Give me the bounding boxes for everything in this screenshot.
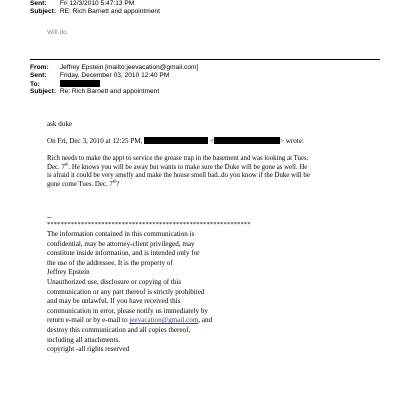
sender-email-redaction [214,137,280,144]
disclaimer-line: the use of the addressee. It is the property of [47,258,173,267]
email-link[interactable]: jeevacation@gmail.com [129,316,199,325]
from-value: Jeffrey Epstein [mailto:jeevacation@gmail.com] [59,64,199,71]
reply-sent-value: Fri 12/3/2010 5:47:13 PM [59,0,135,7]
disclaimer-line: Unauthorized use, disclosure or copying of this [47,277,182,286]
disclaimer-line: including all attachments. [47,335,121,344]
disclaimer-line: Jeffrey Epstein [47,268,90,277]
reply-subject-label: Subject: [30,8,57,15]
reply-sent-row [30,0,134,8]
disclaimer-line: The information contained in this communication is [47,230,195,238]
reply-subject-row [30,8,160,16]
signature-dashes: -- [47,213,52,221]
quote-intro-prefix: On Fri, Dec 3, 2010 at 12:25 PM, [47,137,143,145]
disclaimer-line: and may be unlawful. If you have received this [47,297,181,306]
reply-subject-value: RE: Rich Barnett and appointment [59,8,160,15]
quoted-sup-th-2: th [112,178,117,184]
quoted-line-2b: . He knows you will be away but wants to make sure the Duke will be gone as well. He [68,163,308,171]
quoted-line-4b: ? [116,180,120,188]
disclaimer-line: destroy this communication and all copies thereof, [47,325,191,334]
disclaimer-line: confidential, may be attorney-client privileged, may [47,239,195,248]
sent-row [30,72,169,80]
quoted-message [47,155,377,189]
from-label: From: [30,64,49,71]
reply-sent-label: Sent: [30,0,47,7]
quoted-line-4 [47,178,377,190]
quote-intro [47,137,377,146]
subject-label: Subject: [30,88,57,95]
from-row [30,64,198,72]
to-label: To: [30,81,40,88]
quote-intro-lt: < [209,137,214,145]
header-separator [30,59,380,60]
sender-name-redaction [144,137,208,144]
copyright-line: copyright -all rights reserved [47,345,130,354]
disclaimer-line: communication or any part thereof is strictly prohibited [47,287,205,296]
quote-intro-suffix: > wrote: [279,137,304,145]
subject-row [30,88,159,96]
subject-value: Re: Rich Barnett and appointment [59,88,160,95]
disclaimer-line [47,316,377,326]
quoted-sup-th: th [64,161,69,167]
sent-value: Friday, December 03, 2010 12:40 PM [59,72,170,79]
quoted-line-2 [47,161,377,173]
disclaimer-text: return e-mail or by e-mail to [47,316,128,325]
quoted-line-1: Rich needs to make the appt to service the grease trap in the basement and was looking at Tues. [47,155,309,162]
quoted-line-2a: Dec. 7 [47,163,65,171]
message-line: ask duke [47,120,73,128]
to-redaction [60,80,100,87]
disclaimer-line: communication in error, please notify us immediately by [47,306,208,315]
reply-body: Will do [47,29,67,36]
quoted-line-3: is afraid it could be very smelly and make the house smell bad..do you know if the Duke will be [47,172,310,180]
sent-label: Sent: [30,72,47,79]
quoted-line-4a: gone come Tues. Dec. 7 [47,180,113,188]
disclaimer-line: constitute inside information, and is intended only for [47,249,200,258]
star-separator: ************************************************************ [47,221,251,228]
disclaimer [47,230,377,355]
disclaimer-text: , and [198,316,213,325]
